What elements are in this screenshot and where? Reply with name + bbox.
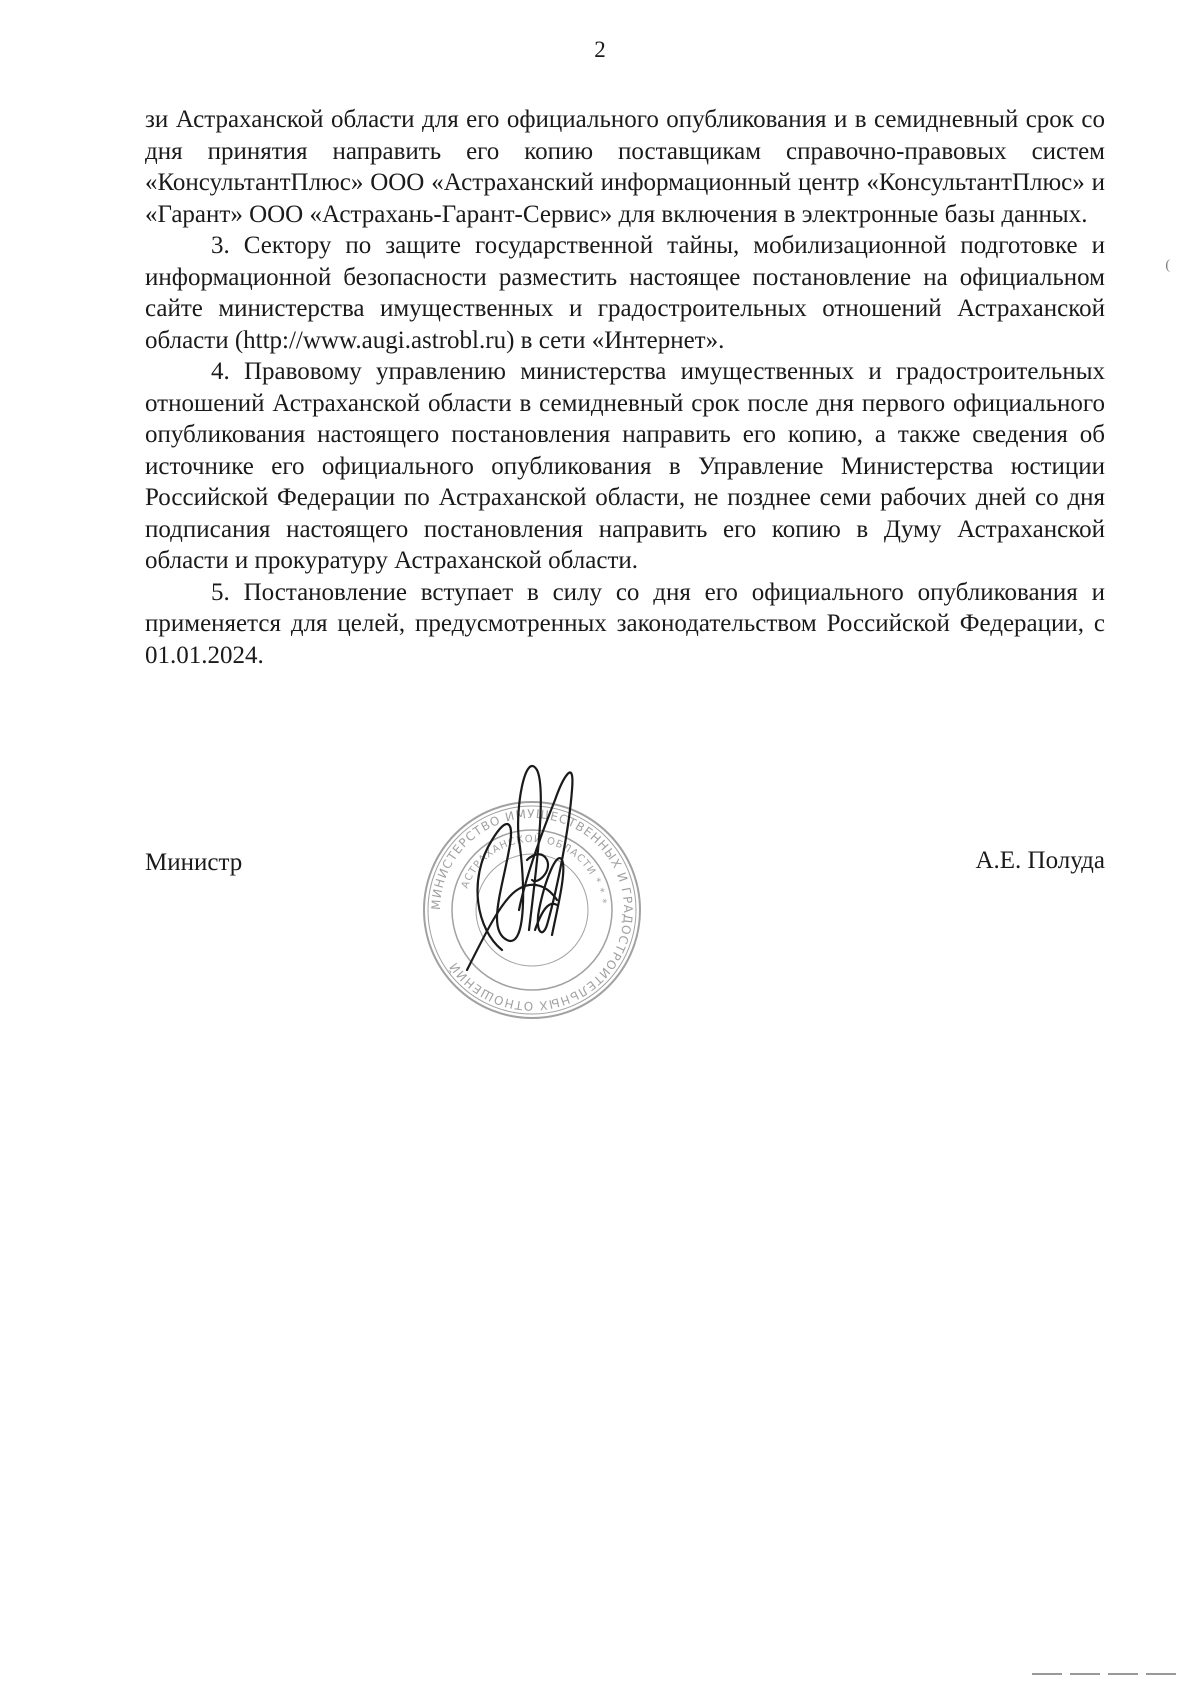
signatory-name: А.Е. Полуда: [975, 847, 1105, 874]
paragraph-continuation: зи Астраханской области для его официального опубликования и в семидневный срок со дня принятия направить его копию поставщикам справочно-правовых систем «КонсультантПлюс» ООО «Астраханский информационный центр «КонсультантПлюс» и «Гарант» ООО «Астрахань-Гарант-Сервис» для включения в электронные базы данных.: [145, 106, 1105, 228]
paragraph-item-3: 3. Сектору по защите государственной тайны, мобилизационной подготовке и информационной безопасности разместить настоящее постановление на официальном сайте министерства имущественных и градостроительных отношений Астраханской области (http://www.augi.astrobl.ru) в сети «Интернет».: [145, 232, 1105, 354]
signature-scribble: [467, 766, 572, 970]
paragraph-item-4: 4. Правовому управлению министерства имущественных и градостроительных отношений Астраханской области в семидневный срок после дня первого официального опубликования настоящего постановления направить его копию, а также сведения об источнике его официального опубликования в Управление Министерства юстиции Российской Федерации по Астраханской области, не позднее семи рабочих дней со дня подписания настоящего постановления направить его копию в Думу Астраханской области и прокуратуру Астраханской области.: [145, 358, 1105, 574]
official-seal: [407, 760, 657, 1030]
margin-mark: (: [1165, 258, 1170, 273]
document-body: [145, 104, 1105, 671]
svg-text:МИНИСТЕРСТВО ИМУЩЕСТВЕННЫХ И Г: МИНИСТЕРСТВО ИМУЩЕСТВЕННЫХ И ГРАДОСТРОИТЕЛЬНЫХ ОТНОШЕНИЙ: [428, 806, 636, 1014]
page-number: 2: [594, 37, 606, 62]
scan-artifact-line: [1032, 1673, 1182, 1675]
paragraph-item-5: 5. Постановление вступает в силу со дня его официального опубликования и применяется для целей, предусмотренных законодательством Российской Федерации, с 01.01.2024.: [145, 578, 1105, 669]
signatory-position: Министр: [145, 849, 243, 876]
svg-text:АСТРАХАНСКОЙ ОБЛАСТИ * * *: АСТРАХАНСКОЙ ОБЛАСТИ * * *: [459, 833, 608, 906]
